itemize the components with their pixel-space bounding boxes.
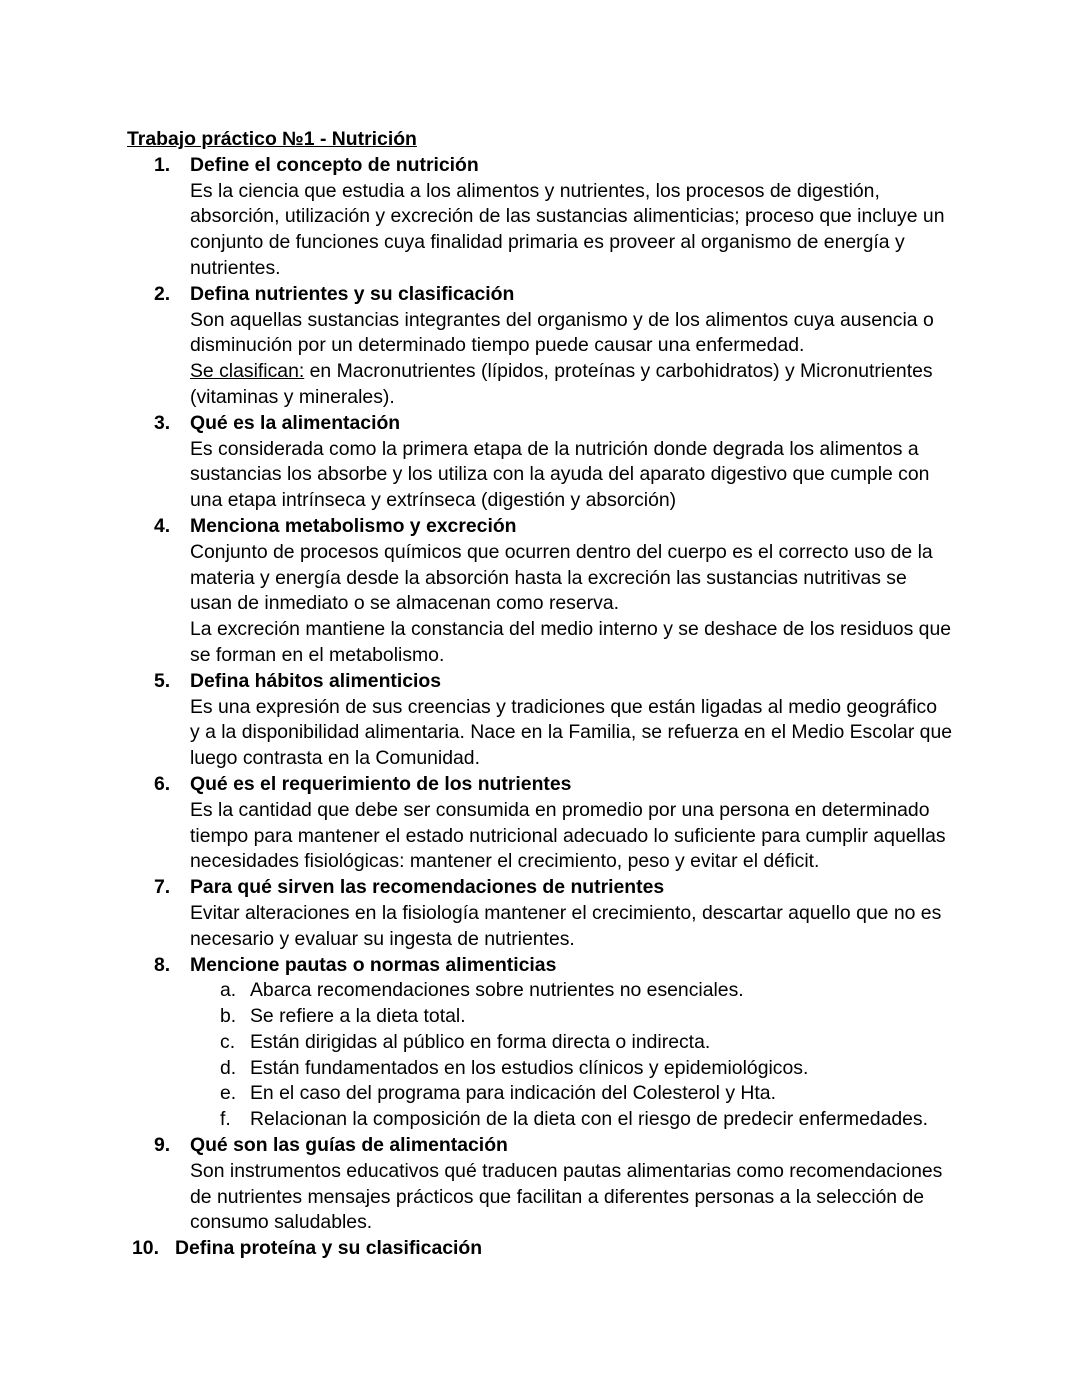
sub-list-item (190, 1004, 992, 1030)
item-body-line: consumo saludables. (190, 1211, 373, 1234)
item-heading: Defina proteína y su clasificación (175, 1237, 483, 1260)
list-item (127, 875, 992, 952)
item-heading: Menciona metabolismo y excreción (190, 514, 517, 537)
item-body-line: necesidades fisiológicas: mantener el crecimiento, peso y evitar el déficit. (190, 850, 820, 873)
item-body-line: necesario y evaluar su ingesta de nutrientes. (190, 927, 575, 950)
item-content (190, 153, 992, 282)
item-heading: Defina hábitos alimenticios (190, 669, 442, 692)
item-body-line: Es la ciencia que estudia a los alimentos y nutrientes, los procesos de digestión, (190, 179, 880, 202)
item-body-line: sustancias los absorbe y los utiliza con la ayuda del aparato digestivo que cumple con (190, 463, 930, 486)
question-list (127, 153, 992, 1262)
item-number: 1. (154, 153, 171, 176)
item-body-line: nutrientes. (190, 256, 281, 279)
item-body-line: Es la cantidad que debe ser consumida en promedio por una persona en determinado (190, 798, 930, 821)
item-heading: Qué son las guías de alimentación (190, 1134, 508, 1157)
list-item (127, 514, 992, 669)
list-item (127, 669, 992, 772)
item-content (190, 411, 992, 514)
sub-item-letter: f. (220, 1108, 231, 1131)
item-body-line: Es una expresión de sus creencias y tradiciones que están ligadas al medio geográfico (190, 695, 937, 718)
item-number: 2. (154, 282, 171, 305)
item-content (190, 875, 992, 952)
item-body-line: conjunto de funciones cuya finalidad primaria es proveer al organismo de energía y (190, 231, 905, 254)
sub-list-item (190, 1081, 992, 1107)
sub-item-letter: a. (220, 979, 237, 1002)
item-body-line: La excreción mantiene la constancia del medio interno y se deshace de los residuos que (190, 618, 952, 641)
item-heading: Defina nutrientes y su clasificación (190, 282, 515, 305)
item-body-line: absorción, utilización y excreción de las sustancias alimenticias; proceso que incluye un (190, 205, 945, 228)
list-item (127, 411, 992, 514)
item-content (190, 772, 992, 875)
item-content (190, 953, 992, 1134)
item-heading: Mencione pautas o normas alimenticias (190, 953, 557, 976)
item-number: 7. (154, 876, 171, 899)
item-heading: Qué es el requerimiento de los nutrientes (190, 772, 572, 795)
sub-list-item (190, 1030, 992, 1056)
item-number: 6. (154, 772, 171, 795)
sub-item-text: Están fundamentados en los estudios clínicos y epidemiológicos. (250, 1056, 809, 1079)
item-body-line: de nutrientes mensajes prácticos que facilitan a diferentes personas a la selección de (190, 1185, 925, 1208)
sub-item-letter: b. (220, 1005, 237, 1028)
item-body-line: se forman en el metabolismo. (190, 643, 445, 666)
sub-item-letter: c. (220, 1030, 236, 1053)
sub-list-item (190, 1056, 992, 1082)
list-item (127, 953, 992, 1134)
sub-list-item (190, 1107, 992, 1133)
item-content (190, 514, 992, 669)
list-item (127, 282, 992, 411)
sub-item-text: Se refiere a la dieta total. (250, 1005, 466, 1028)
item-heading: Para qué sirven las recomendaciones de nutrientes (190, 876, 665, 899)
item-content (190, 282, 992, 411)
list-item (127, 1236, 992, 1262)
item-heading: Define el concepto de nutrición (190, 153, 479, 176)
list-item (127, 1133, 992, 1236)
item-body-line: Evitar alteraciones en la fisiología mantener el crecimiento, descartar aquello que no es (190, 901, 942, 924)
item-body-line (190, 359, 992, 385)
item-body-line: Son aquellas sustancias integrantes del organismo y de los alimentos cuya ausencia o (190, 308, 934, 331)
item-body-line: usan de inmediato o se almacenan como reserva. (190, 592, 619, 615)
item-body-line: luego contrasta en la Comunidad. (190, 747, 480, 770)
item-heading: Qué es la alimentación (190, 411, 401, 434)
document-title: Trabajo práctico №1 - Nutrición (127, 128, 417, 150)
list-item (127, 153, 992, 282)
item-body-line: Es considerada como la primera etapa de la nutrición donde degrada los alimentos a (190, 437, 919, 460)
item-body-line: disminución por un determinado tiempo puede causar una enfermedad. (190, 334, 805, 357)
item-content (190, 669, 992, 772)
sub-item-text: Abarca recomendaciones sobre nutrientes no esenciales. (250, 979, 744, 1002)
item-body-line: y a la disponibilidad alimentaria. Nace en la Familia, se refuerza en el Medio Escolar que (190, 721, 953, 744)
item-content (190, 1133, 992, 1236)
item-number: 4. (154, 514, 171, 537)
sub-item-letter: d. (220, 1056, 237, 1079)
item-number: 5. (154, 669, 171, 692)
item-body-line: una etapa intrínseca y extrínseca (digestión y absorción) (190, 489, 677, 512)
item-content (175, 1236, 992, 1262)
sub-item-text: Están dirigidas al público en forma directa o indirecta. (250, 1030, 711, 1053)
item-body-line: tiempo para mantener el estado nutricional adecuado lo suficiente para cumplir aquellas (190, 824, 946, 847)
item-body-line: (vitaminas y minerales). (190, 385, 395, 408)
item-body-line: Son instrumentos educativos qué traducen pautas alimentarias como recomendaciones (190, 1159, 943, 1182)
item-number: 10. (132, 1237, 159, 1260)
list-item (127, 772, 992, 875)
sub-item-letter: e. (220, 1082, 237, 1105)
item-body-line: materia y energía desde la absorción hasta la excreción las sustancias nutritivas se (190, 566, 907, 589)
sub-item-text: Relacionan la composición de la dieta con el riesgo de predecir enfermedades. (250, 1108, 929, 1131)
sub-list-item (190, 978, 992, 1004)
text-segment: en Macronutrientes (lípidos, proteínas y carbohidratos) y Micronutrientes (304, 360, 933, 383)
item-number: 3. (154, 411, 171, 434)
item-body-line: Conjunto de procesos químicos que ocurren dentro del cuerpo es el correcto uso de la (190, 540, 933, 563)
item-number: 9. (154, 1134, 171, 1157)
underlined-text: Se clasifican: (190, 360, 305, 383)
sub-item-text: En el caso del programa para indicación del Colesterol y Hta. (250, 1082, 776, 1105)
item-number: 8. (154, 953, 171, 976)
